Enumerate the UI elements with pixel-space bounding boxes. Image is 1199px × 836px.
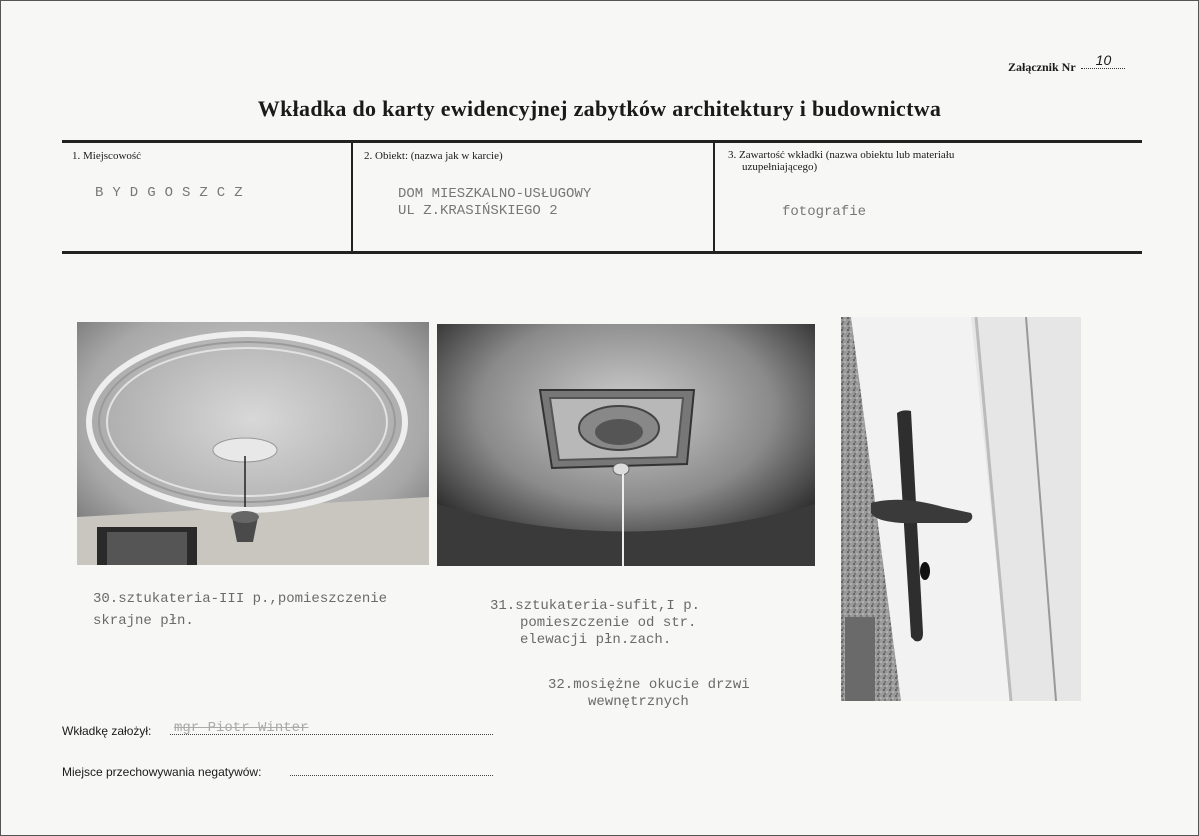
place-label: 1. Miejscowość <box>72 150 142 162</box>
caption-31-line3: elewacji płn.zach. <box>520 632 672 648</box>
photo-ceiling-rosette <box>437 324 815 566</box>
annex-number <box>1008 52 1125 75</box>
storage-dotted-line <box>290 775 493 776</box>
author-label: Wkładkę założył: <box>62 724 152 738</box>
caption-32-line2: wewnętrznych <box>588 694 689 710</box>
object-label: 2. Obiekt: (nazwa jak w karcie) <box>364 150 503 162</box>
storage-label: Miejsce przechowywania negatywów: <box>62 765 262 779</box>
content-value: fotografie <box>782 204 867 220</box>
column-divider-2 <box>713 143 715 251</box>
place-value: BYDGOSZCZ <box>95 185 252 201</box>
author-value: mgr Piotr Winter <box>174 720 309 736</box>
caption-32-line1: 32.mosiężne okucie drzwi <box>548 677 750 693</box>
photo-door-handle <box>841 317 1081 701</box>
object-value-line1: DOM MIESZKALNO-USŁUGOWY <box>398 186 592 202</box>
column-divider-1 <box>351 143 353 251</box>
divider-bottom <box>62 251 1142 254</box>
caption-30-line1: 30.sztukateria-III p.,pomieszczenie <box>93 591 388 607</box>
caption-31-line1: 31.sztukateria-sufit,I p. <box>490 598 701 614</box>
page-title: Wkładka do karty ewidencyjnej zabytków architektury i budownictwa <box>257 96 942 121</box>
object-value-line2: UL Z.KRASIŃSKIEGO 2 <box>398 203 558 219</box>
content-label-line2: uzupełniającego) <box>742 161 818 173</box>
caption-30-line2: skrajne płn. <box>93 613 194 629</box>
divider-top <box>62 140 1142 143</box>
caption-31-line2: pomieszczenie od str. <box>520 615 697 631</box>
photo-ceiling-oval <box>77 322 429 565</box>
annex-label: Załącznik Nr <box>1008 60 1076 74</box>
annex-value: 10 <box>1081 52 1125 69</box>
content-label-line1: 3. Zawartość wkładki (nazwa obiektu lub materiału <box>728 149 955 161</box>
